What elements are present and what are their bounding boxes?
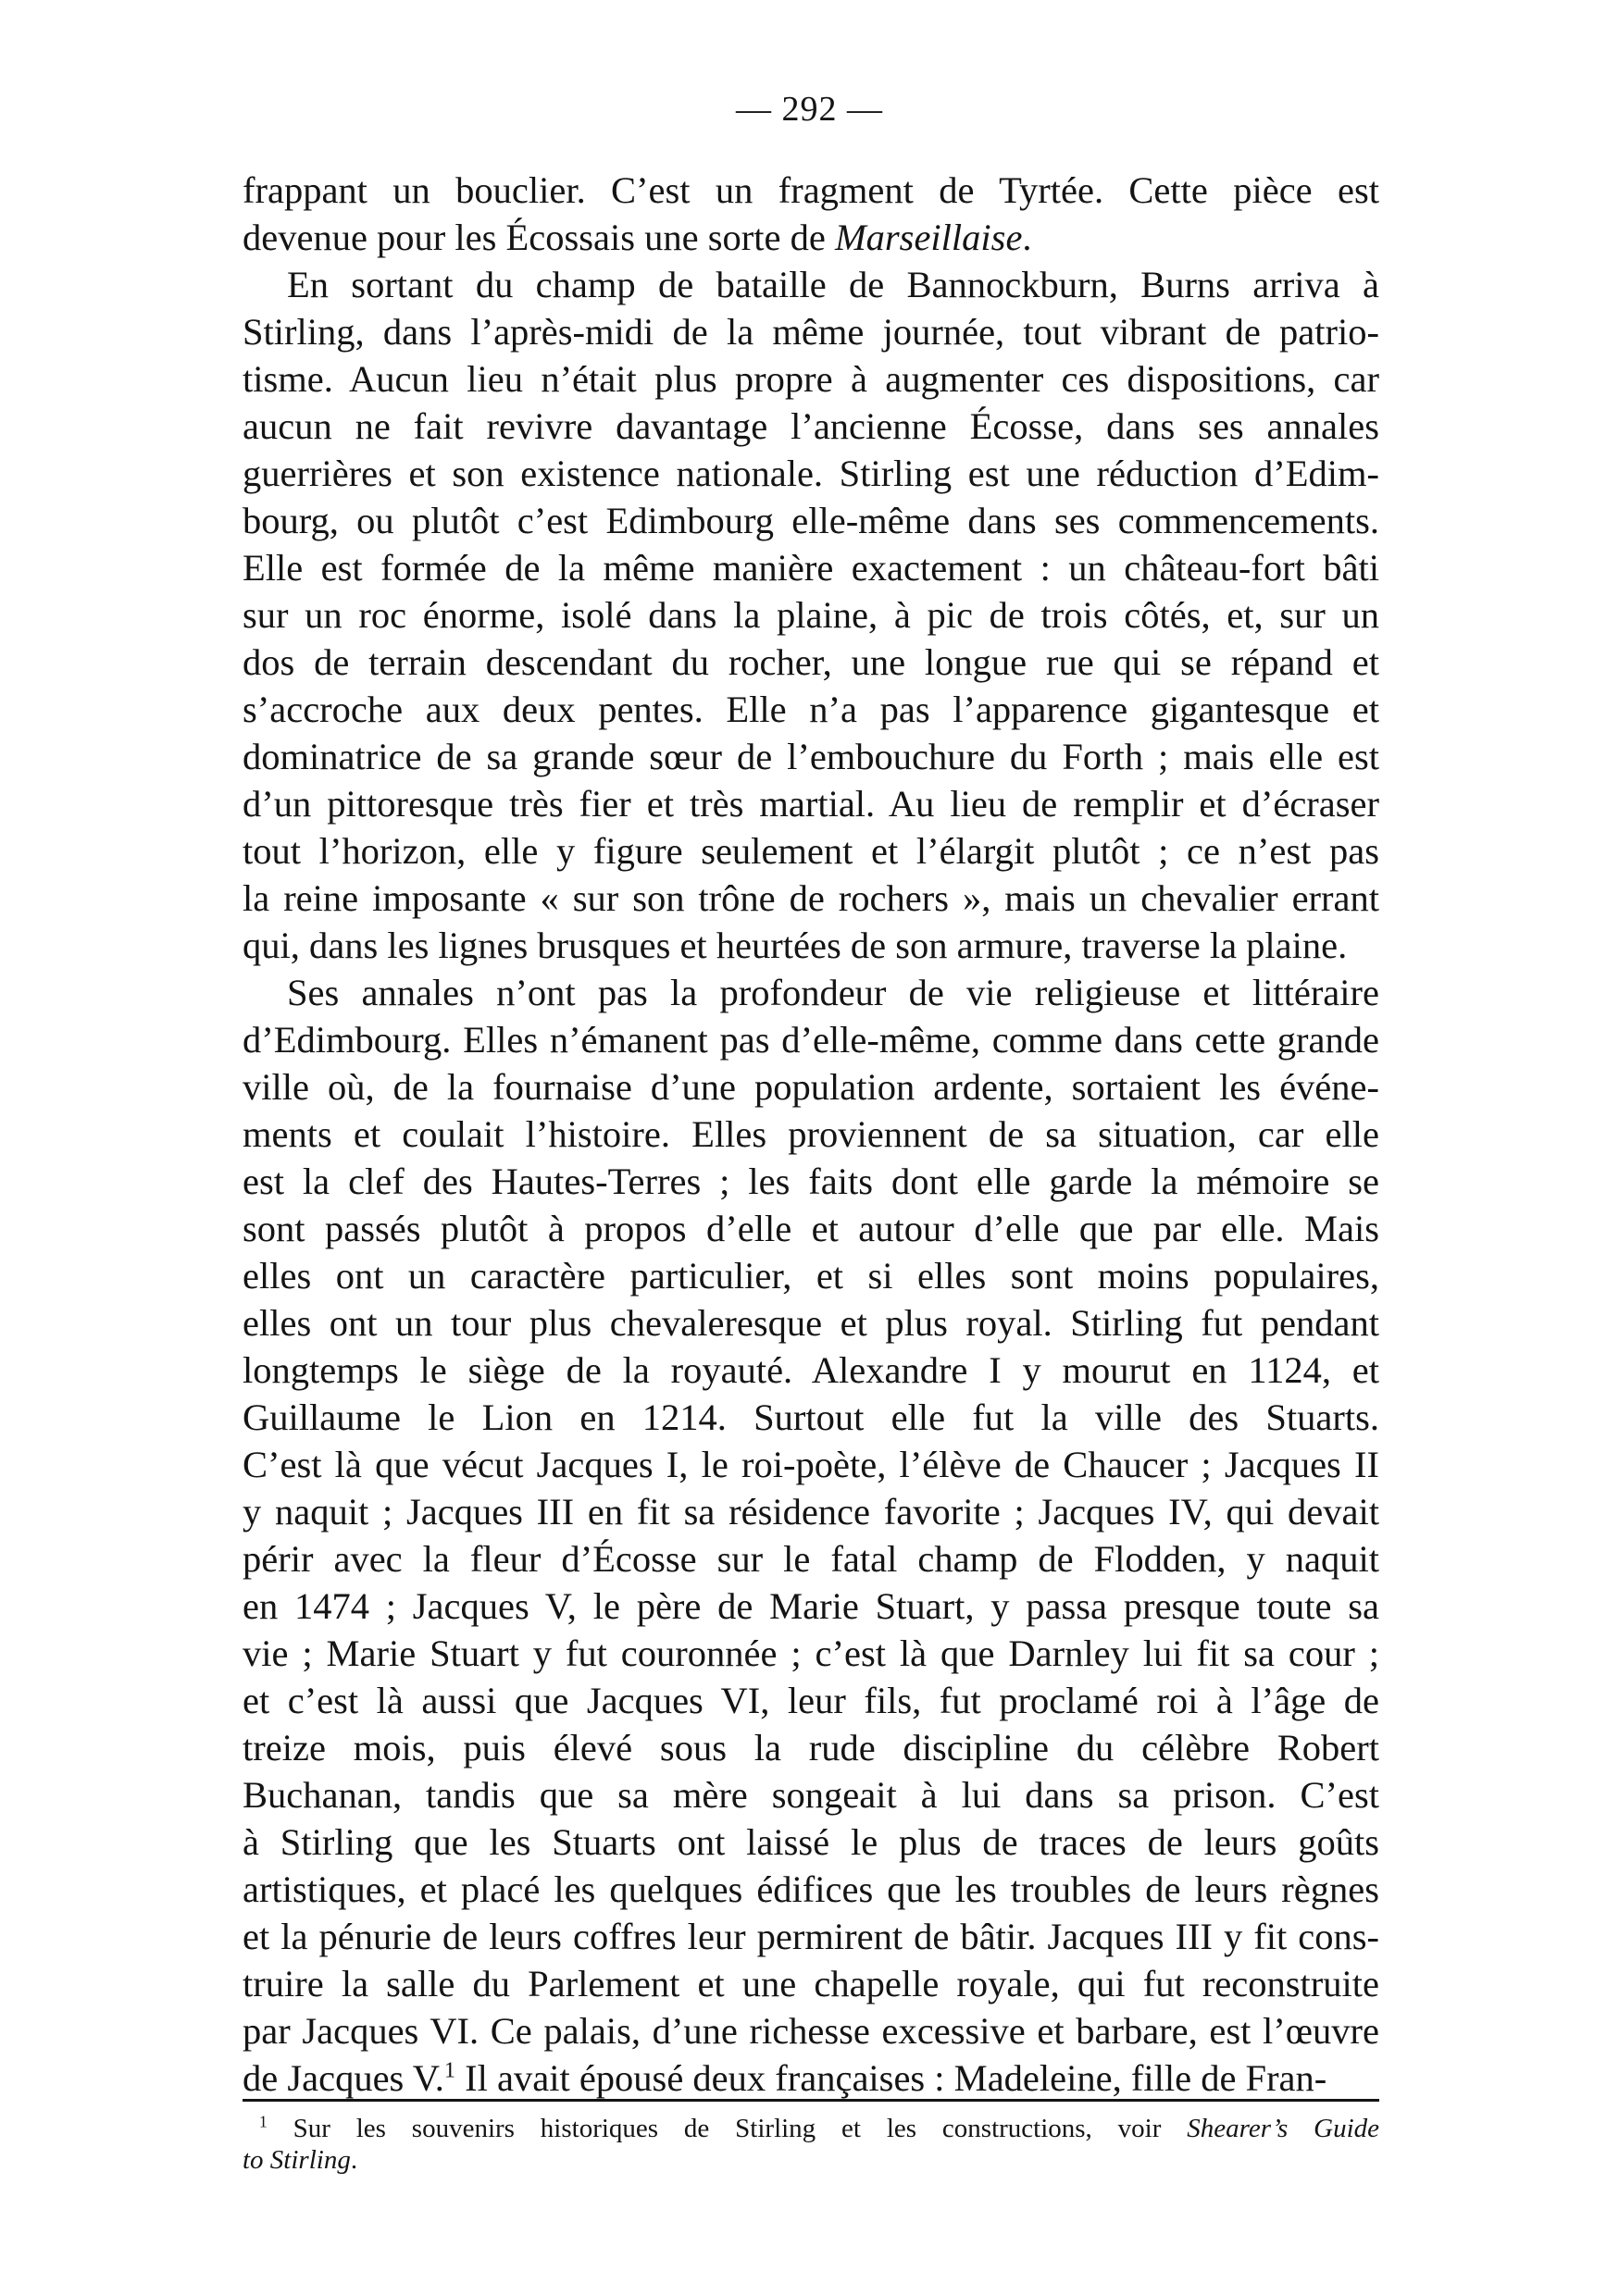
line-text: elles ont un caractère particulier, et si elles sont moins populaires, — [243, 1255, 1379, 1297]
line-text: truire la salle du Parlement et une chapelle royale, qui fut reconstruite — [243, 1963, 1379, 2004]
line-text: d’Edimbourg. Elles n’émanent pas d’elle-même, comme dans cette grande — [243, 1019, 1379, 1061]
line-text: C’est là que vécut Jacques I, le roi-poète, l’élève de Chaucer ; Jacques II — [243, 1444, 1379, 1485]
line-text: ville où, de la fournaise d’une population ardente, sortaient les événe- — [243, 1066, 1379, 1108]
line-text: guerrières et son existence nationale. Stirling est une réduction d’Edim- — [243, 453, 1379, 494]
text-line — [243, 403, 1379, 450]
line-text: et c’est là aussi que Jacques VI, leur fils, fut proclamé roi à l’âge de — [243, 1680, 1379, 1721]
footnote — [243, 2113, 1379, 2176]
text-line — [243, 969, 1379, 1016]
text-line — [243, 1205, 1379, 1252]
footnote-text: . — [350, 2145, 358, 2175]
line-text: Elle est formée de la même manière exactement : un château-fort bâti — [243, 547, 1379, 589]
line-text: dominatrice de sa grande sœur de l’embouchure du Forth ; mais elle est — [243, 736, 1379, 777]
line-text: sont passés plutôt à propos d’elle et autour d’elle que par elle. Mais — [243, 1208, 1379, 1249]
text-line — [243, 1158, 1379, 1205]
footnote-divider — [243, 2099, 1379, 2102]
text-line — [243, 639, 1379, 686]
line-text: artistiques, et placé les quelques édifices que les troubles de leurs règnes — [243, 1868, 1379, 1910]
text-line — [243, 1111, 1379, 1158]
line-text: d’un pittoresque très fier et très martial. Au lieu de remplir et d’écraser — [243, 783, 1379, 825]
text-line — [243, 1535, 1379, 1582]
text-line — [243, 1347, 1379, 1394]
text-line — [243, 261, 1379, 308]
text-line — [243, 922, 1379, 969]
text-line — [243, 1488, 1379, 1535]
text-line — [243, 686, 1379, 733]
text-line — [243, 2054, 1379, 2102]
text-line — [243, 1771, 1379, 1818]
line-text: sur un roc énorme, isolé dans la plaine, à pic de trois côtés, et, sur un — [243, 594, 1379, 636]
text-line — [243, 1582, 1379, 1630]
text-line — [243, 1063, 1379, 1111]
text-line — [243, 1299, 1379, 1347]
page-number: — 292 — — [736, 90, 883, 129]
line-text: en 1474 ; Jacques V, le père de Marie Stuart, y passa presque toute sa — [243, 1585, 1379, 1627]
line-text: treize mois, puis élevé sous la rude discipline du célèbre Robert — [243, 1727, 1379, 1769]
footnote-title: Shearer’s Guide — [1187, 2114, 1380, 2143]
text-line — [243, 1960, 1379, 2007]
text-line — [243, 1394, 1379, 1441]
text-line — [243, 214, 1379, 261]
text-line — [243, 1252, 1379, 1299]
text-line — [243, 827, 1379, 875]
line-text: longtemps le siège de la royauté. Alexandre I y mourut en 1124, et — [243, 1349, 1379, 1391]
text-line — [243, 497, 1379, 544]
line-text: Guillaume le Lion en 1214. Surtout elle fut la ville des Stuarts. — [243, 1396, 1379, 1438]
line-text: y naquit ; Jacques III en fit sa résidence favorite ; Jacques IV, qui devait — [243, 1491, 1379, 1533]
text-line — [243, 2007, 1379, 2054]
line-text: la reine imposante « sur son trône de rochers », mais un chevalier errant — [243, 877, 1379, 919]
line-text: En sortant du champ de bataille de Bannockburn, Burns arriva à — [287, 264, 1379, 305]
text-line — [243, 875, 1379, 922]
line-text: à Stirling que les Stuarts ont laissé le plus de traces de leurs goûts — [243, 1821, 1379, 1863]
text-line — [243, 780, 1379, 827]
text-line — [243, 308, 1379, 355]
body-text — [243, 167, 1379, 2102]
footnote-line — [243, 2113, 1379, 2144]
line-text: de Jacques V. — [243, 2057, 444, 2099]
line-text: et la pénurie de leurs coffres leur permirent de bâtir. Jacques III y fit cons- — [243, 1916, 1379, 1957]
text-line — [243, 450, 1379, 497]
text-line — [243, 355, 1379, 403]
line-text: est la clef des Hautes-Terres ; les faits dont elle garde la mémoire se — [243, 1160, 1379, 1202]
text-line — [243, 1913, 1379, 1960]
line-text: par Jacques VI. Ce palais, d’une richesse excessive et barbare, est l’œuvre — [243, 2010, 1379, 2052]
text-line — [243, 1818, 1379, 1866]
footnote-text: Sur les souvenirs historiques de Stirling et les constructions, voir — [267, 2114, 1188, 2143]
footnote-marker: 1 — [259, 2112, 268, 2131]
line-text: . — [1022, 217, 1032, 258]
italic-term: Marseillaise — [834, 217, 1023, 258]
line-text: périr avec la fleur d’Écosse sur le fatal champ de Flodden, y naquit — [243, 1538, 1379, 1580]
line-text: bourg, ou plutôt c’est Edimbourg elle-même dans ses commencements. — [243, 500, 1379, 541]
line-text: s’accroche aux deux pentes. Elle n’a pas l’apparence gigantesque et — [243, 689, 1379, 730]
line-text: ments et coulait l’histoire. Elles proviennent de sa situation, car elle — [243, 1113, 1379, 1155]
line-text: elles ont un tour plus chevaleresque et plus royal. Stirling fut pendant — [243, 1302, 1379, 1344]
line-text: Il avait épousé deux françaises : Madeleine, fille de Fran- — [455, 2057, 1327, 2099]
text-line — [243, 1677, 1379, 1724]
line-text: tisme. Aucun lieu n’était plus propre à augmenter ces dispositions, car — [243, 358, 1379, 400]
text-line — [243, 1724, 1379, 1771]
line-text: aucun ne fait revivre davantage l’ancienne Écosse, dans ses annales — [243, 405, 1379, 447]
line-text: tout l’horizon, elle y figure seulement et l’élargit plutôt ; ce n’est pas — [243, 830, 1379, 872]
footnote-title: to Stirling — [243, 2145, 351, 2175]
line-text: Ses annales n’ont pas la profondeur de vie religieuse et littéraire — [287, 972, 1379, 1013]
line-text: qui, dans les lignes brusques et heurtées de son armure, traverse la plaine. — [243, 925, 1348, 966]
line-text: Stirling, dans l’après-midi de la même journée, tout vibrant de patrio- — [243, 311, 1379, 353]
line-text: vie ; Marie Stuart y fut couronnée ; c’est là que Darnley lui fit sa cour ; — [243, 1632, 1379, 1674]
line-text: devenue pour les Écossais une sorte de — [243, 217, 835, 258]
line-text: Buchanan, tandis que sa mère songeait à lui dans sa prison. C’est — [243, 1774, 1379, 1816]
text-line — [243, 544, 1379, 591]
line-text: frappant un bouclier. C’est un fragment de Tyrtée. Cette pièce est — [243, 169, 1379, 211]
text-line — [243, 591, 1379, 639]
text-line — [243, 1630, 1379, 1677]
footnote-reference: 1 — [443, 2057, 456, 2083]
text-line — [243, 733, 1379, 780]
text-line — [243, 1866, 1379, 1913]
text-line — [243, 1016, 1379, 1063]
text-line — [243, 167, 1379, 214]
text-line — [243, 1441, 1379, 1488]
line-text: dos de terrain descendant du rocher, une longue rue qui se répand et — [243, 641, 1379, 683]
footnote-line — [243, 2144, 1379, 2176]
